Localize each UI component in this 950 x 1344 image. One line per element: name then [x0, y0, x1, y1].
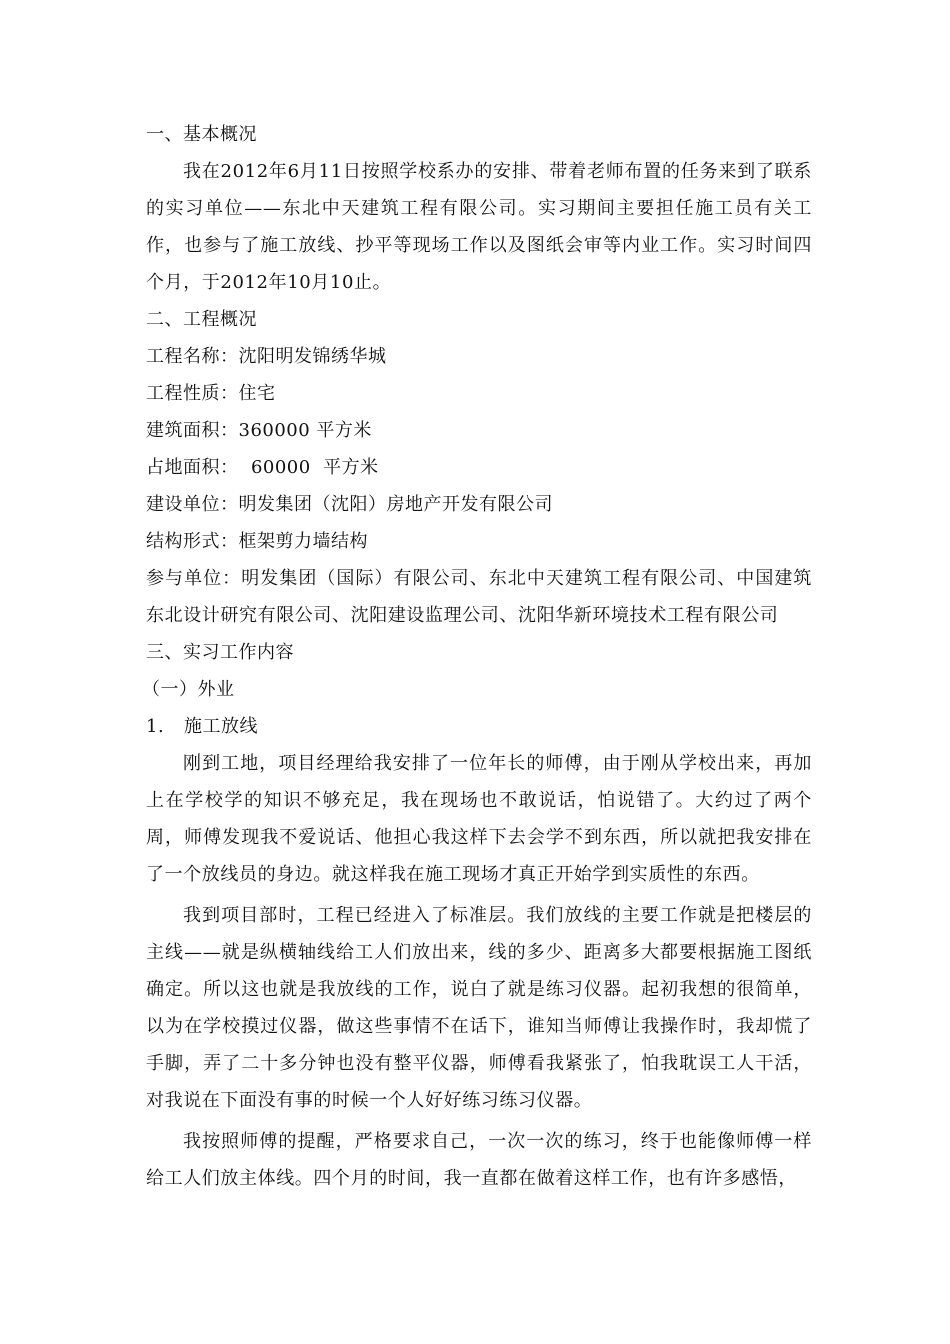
- project-land-area: 占地面积： 60000 平方米: [146, 457, 379, 478]
- subsection-heading-field-work: （一）外业: [142, 679, 235, 700]
- list-item-title: 施工放线: [184, 716, 258, 737]
- project-name: 工程名称：沈阳明发锦绣华城: [146, 346, 387, 367]
- project-building-area: 建筑面积：360000 平方米: [146, 420, 372, 441]
- paragraph-practice: 我按照师傅的提醒，严格要求自己，一次一次的练习，终于也能像师傅一样给工人们放主体线。四个月的时间，我一直都在做着这样工作，也有许多感悟，: [146, 1131, 812, 1189]
- section-heading-basic-overview: 一、基本概况: [146, 124, 257, 145]
- project-participants: 参与单位：明发集团（国际）有限公司、东北中天建筑工程有限公司、中国建筑东北设计研究有限公司、沈阳建设监理公司、沈阳华新环境技术工程有限公司: [146, 568, 812, 626]
- section-heading-internship-work: 三、实习工作内容: [146, 642, 294, 663]
- paragraph-layout-work: 我到项目部时，工程已经进入了标准层。我们放线的主要工作就是把楼层的主线——就是纵横轴线给工人们放出来，线的多少、距离多大都要根据施工图纸确定。所以这也就是我放线的工作，说白了就是练习仪器。起初我想的很简单，以为在学校摸过仪器，做这些事情不在话下，谁知当师傅让我操作时，我却慌了手脚，弄了二十多分钟也没有整平仪器，师傅看我紧张了，怕我耽误工人干活，对我说在下面没有事的时候一个人好好练习练习仪器。: [146, 905, 812, 1111]
- paragraph-internship-intro: 我在2012年6月11日按照学校系办的安排、带着老师布置的任务来到了联系的实习单位——东北中天建筑工程有限公司。实习期间主要担任施工员有关工作，也参与了施工放线、抄平等现场工作以及图纸会审等内业工作。实习时间四个月，于2012年10月10止。: [146, 161, 812, 293]
- list-item-number: 1.: [146, 716, 165, 737]
- project-structure: 结构形式：框架剪力墙结构: [146, 531, 368, 552]
- document-body: [142, 116, 812, 1197]
- project-developer: 建设单位：明发集团（沈阳）房地产开发有限公司: [146, 494, 553, 515]
- section-heading-project-overview: 二、工程概况: [146, 309, 257, 330]
- list-item-construction-layout: [146, 708, 812, 745]
- paragraph-arrival-at-site: 刚到工地，项目经理给我安排了一位年长的师傅，由于刚从学校出来，再加上在学校学的知识不够充足，我在现场也不敢说话，怕说错了。大约过了两个周，师傅发现我不爱说话、他担心我这样下去会学不到东西，所以就把我安排在了一个放线员的身边。就这样我在施工现场才真正开始学到实质性的东西。: [146, 753, 812, 885]
- project-nature: 工程性质：住宅: [146, 383, 276, 404]
